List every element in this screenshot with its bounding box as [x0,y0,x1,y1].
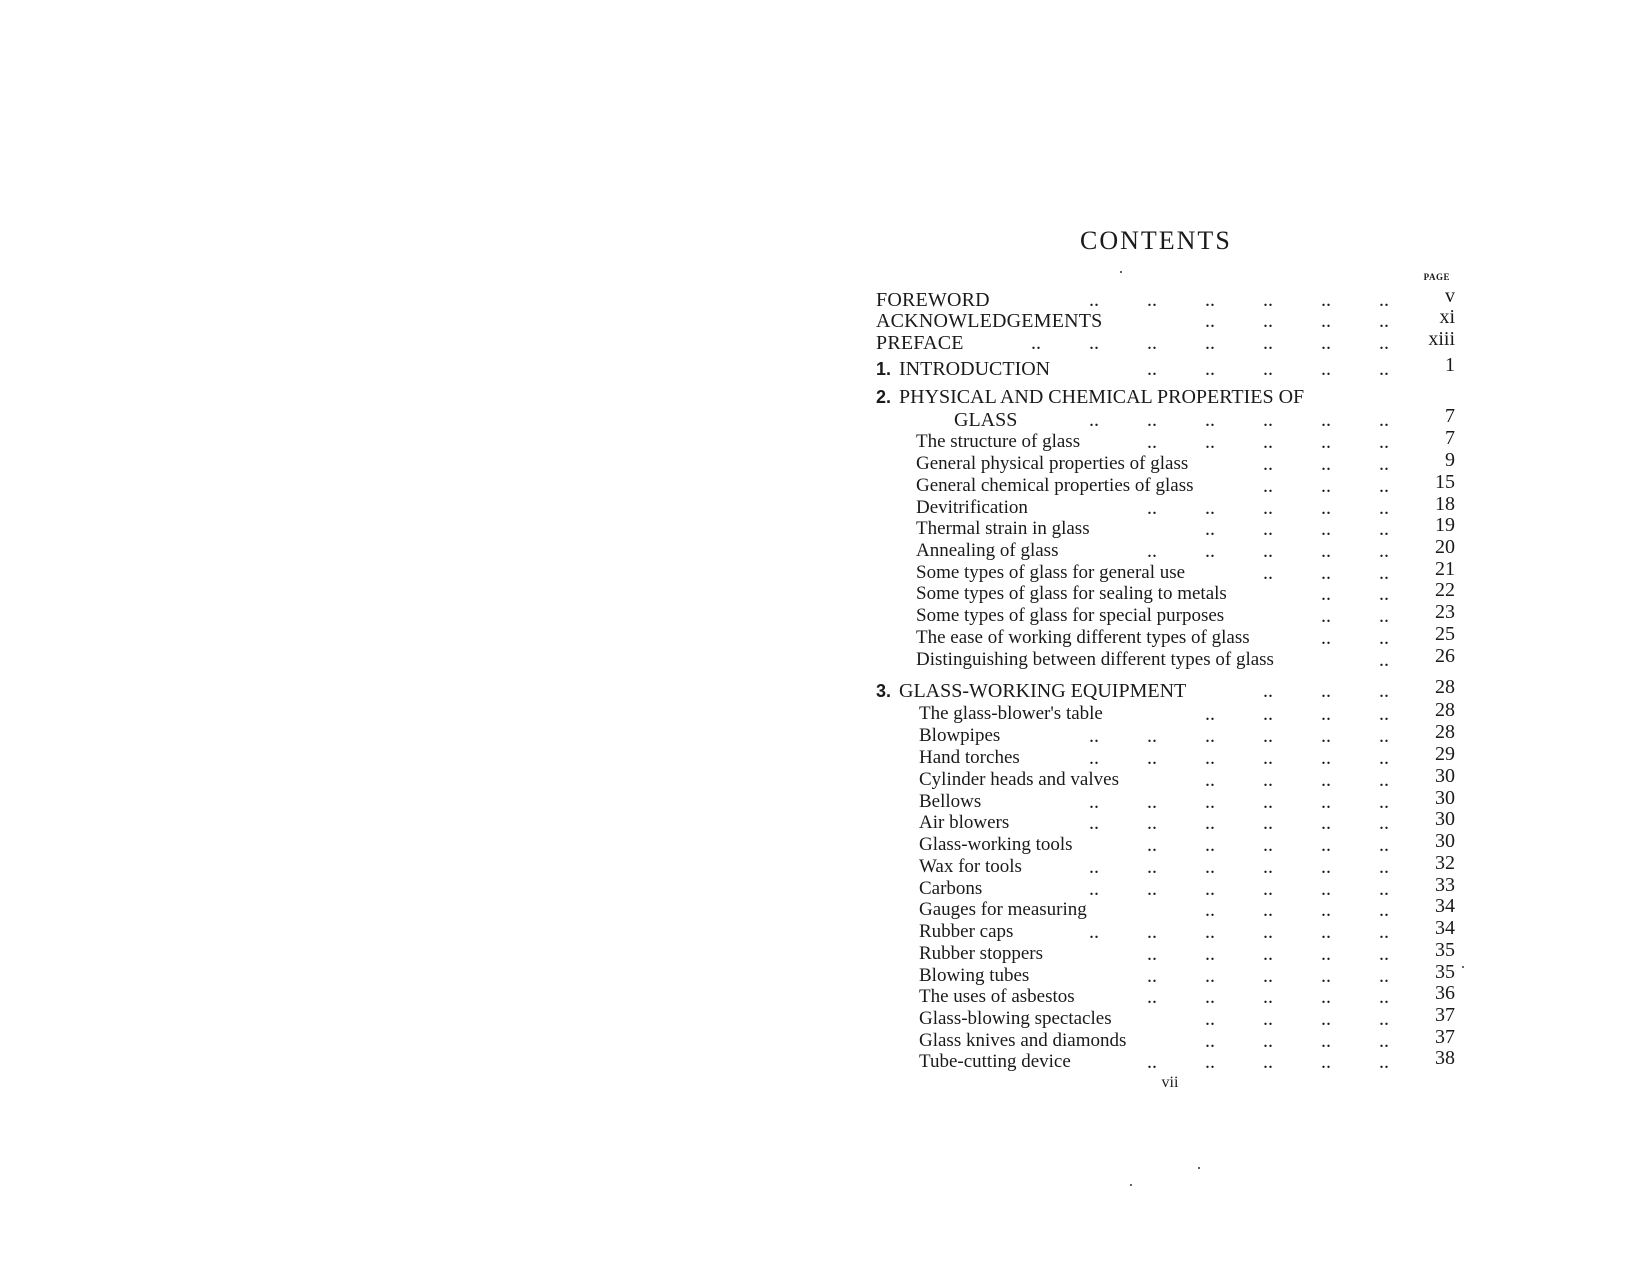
toc-entry-label [916,430,1080,454]
toc-page-number: 22 [1435,579,1455,601]
dot-leaders [1041,920,1389,944]
toc-entry-text: Tube-cutting device [919,1051,1071,1072]
leader-dots: .. [1205,834,1215,856]
toc-entry-text: Air blowers [919,812,1010,833]
dot-leaders [1041,746,1389,770]
leader-dots: .. [1263,475,1273,497]
leader-dots: .. [1205,921,1215,943]
toc-entry-label [919,920,1013,944]
leader-dots: .. [1263,453,1273,475]
toc-page-number: 37 [1435,1004,1455,1026]
toc-entry-text: Rubber caps [919,921,1014,942]
leader-dots: .. [1321,943,1331,965]
leader-dots: .. [1263,986,1273,1008]
toc-entry-text: INTRODUCTION [899,358,1051,380]
leader-dots: .. [1147,332,1157,354]
dot-leaders [1157,702,1389,726]
toc-page-number: 34 [1435,917,1455,939]
toc-page-number: 28 [1435,676,1455,698]
leader-dots: .. [1321,583,1331,605]
leader-dots: .. [1205,1051,1215,1073]
leader-dots: .. [1379,1030,1389,1052]
leader-dots: .. [1089,289,1099,311]
leader-dots: .. [1089,856,1099,878]
leader-dots: .. [1147,431,1157,453]
leader-dots: .. [1379,834,1389,856]
leader-dots: .. [1205,899,1215,921]
page-folio: vii [1161,1074,1179,1091]
leader-dots: .. [1205,856,1215,878]
print-speck [1198,1167,1200,1169]
leader-dots: .. [1263,431,1273,453]
leader-dots: .. [1379,332,1389,354]
leader-dots: .. [1321,856,1331,878]
leader-dots: .. [1263,310,1273,332]
toc-entry-text: Blowing tubes [919,965,1030,986]
leader-dots: .. [1089,409,1099,431]
toc-entry-label [876,309,1103,333]
leader-dots: .. [1147,943,1157,965]
leader-dots: .. [1147,540,1157,562]
toc-entry-text: Glass-blowing spectacles [919,1008,1112,1029]
leader-dots: .. [1379,289,1389,311]
leader-dots: .. [1205,878,1215,900]
leader-dots: .. [1147,856,1157,878]
toc-page-number: 30 [1435,808,1455,830]
chapter-number: 2. [876,387,892,407]
leader-dots: .. [1205,289,1215,311]
toc-page-number: 30 [1435,765,1455,787]
dot-leaders [1331,648,1389,672]
leader-dots: .. [1205,518,1215,540]
leader-dots: .. [1379,986,1389,1008]
toc-entry-text: Glass-working tools [919,834,1073,855]
leader-dots: .. [1263,289,1273,311]
toc-entry-text: Rubber stoppers [919,943,1044,964]
toc-page-number: 35 [1435,961,1455,983]
toc-entry-label [954,408,1017,432]
leader-dots: .. [1263,856,1273,878]
leader-dots: .. [1321,540,1331,562]
leader-dots: .. [1205,986,1215,1008]
toc-page-number: 20 [1435,536,1455,558]
leader-dots: .. [1089,921,1099,943]
toc-entry-text: FOREWORD [876,289,990,311]
leader-dots: .. [1147,747,1157,769]
leader-dots: .. [1147,965,1157,987]
dot-leaders [1215,474,1389,498]
toc-entry-text: Cylinder heads and valves [919,769,1119,790]
leader-dots: .. [1205,332,1215,354]
toc-entry-label [919,855,1022,879]
leader-dots: .. [1321,834,1331,856]
leader-dots: .. [1263,332,1273,354]
leader-dots: .. [1321,965,1331,987]
leader-dots: .. [1379,605,1389,627]
dot-leaders [1099,430,1389,454]
leader-dots: .. [1263,409,1273,431]
leader-dots: .. [1321,703,1331,725]
toc-entry-label [919,985,1075,1009]
leader-dots: .. [1379,769,1389,791]
leader-dots: .. [1205,791,1215,813]
leader-dots: .. [1205,943,1215,965]
leader-dots: .. [1379,1008,1389,1030]
dot-leaders [1157,768,1389,792]
toc-entry [0,645,1651,672]
leader-dots: .. [1147,289,1157,311]
leader-dots: .. [1147,921,1157,943]
toc-entry-label [876,385,1304,409]
leader-dots: .. [1089,332,1099,354]
dot-leaders [1157,1007,1389,1031]
toc-entry-text: ACKNOWLEDGEMENTS [876,310,1103,332]
leader-dots: .. [1321,562,1331,584]
toc-entry-text: Annealing of glass [916,540,1059,561]
leader-dots: .. [1205,358,1215,380]
toc-page-number: 21 [1435,558,1455,580]
leader-dots: .. [1379,899,1389,921]
leader-dots: .. [1263,812,1273,834]
toc-entry-text: GLASS [954,409,1018,431]
toc-entry-text: The ease of working different types of glass [916,627,1250,648]
toc-entry-label [916,626,1250,650]
leader-dots: .. [1263,562,1273,584]
leader-dots: .. [1147,1051,1157,1073]
print-speck [1120,271,1122,273]
leader-dots: .. [1321,627,1331,649]
leader-dots: .. [1263,834,1273,856]
toc-entry-label [919,768,1119,792]
dot-leaders [1215,679,1389,703]
dot-leaders [1215,452,1389,476]
leader-dots: .. [1321,725,1331,747]
leader-dots: .. [1089,878,1099,900]
leader-dots: .. [1089,791,1099,813]
leader-dots: .. [1089,747,1099,769]
leader-dots: .. [1263,878,1273,900]
leader-dots: .. [1321,453,1331,475]
leader-dots: .. [1205,497,1215,519]
leader-dots: .. [1379,431,1389,453]
toc-entry-label [919,702,1103,726]
toc-entry-text: Distinguishing between different types of glass [916,649,1274,670]
leader-dots: .. [1379,921,1389,943]
leader-dots: .. [1205,725,1215,747]
toc-entry-label [919,942,1043,966]
toc-entry-label [919,833,1073,857]
leader-dots: .. [1263,497,1273,519]
toc-entry-text: The uses of asbestos [919,986,1075,1007]
leader-dots: .. [1379,878,1389,900]
toc-entry-label [916,539,1058,563]
leader-dots: .. [1379,497,1389,519]
toc-entry-text: The structure of glass [916,431,1081,452]
print-speck [1462,966,1464,968]
leader-dots: .. [1379,747,1389,769]
leader-dots: .. [1379,649,1389,671]
toc-entry-text: PREFACE [876,332,964,354]
dot-leaders [1157,309,1389,333]
dot-leaders [1099,833,1389,857]
leader-dots: .. [1379,583,1389,605]
leader-dots: .. [1263,943,1273,965]
dot-leaders [1099,1050,1389,1074]
leader-dots: .. [1379,943,1389,965]
leader-dots: .. [1205,409,1215,431]
toc-page-number: 35 [1435,939,1455,961]
dot-leaders [1041,855,1389,879]
print-speck [1130,1184,1132,1186]
toc-entry-text: The glass-blower's table [919,703,1103,724]
leader-dots: .. [1379,791,1389,813]
toc-entry-text: General chemical properties of glass [916,475,1194,496]
leader-dots: .. [1321,332,1331,354]
toc-entry-label [916,648,1274,672]
toc-page-number: 32 [1435,852,1455,874]
toc-entry-text: GLASS-WORKING EQUIPMENT [899,680,1187,702]
toc-page-number: v [1445,285,1455,307]
dot-leaders [1041,811,1389,835]
leader-dots: .. [1321,878,1331,900]
toc-entry-label [916,474,1194,498]
leader-dots: .. [1321,605,1331,627]
toc-page-number: 7 [1445,405,1455,427]
leader-dots: .. [1263,1008,1273,1030]
leader-dots: .. [1205,1008,1215,1030]
leader-dots: .. [1089,812,1099,834]
dot-leaders [1273,582,1389,606]
toc-page-number: 28 [1435,699,1455,721]
toc-page-number: 30 [1435,830,1455,852]
toc-entry-label [876,679,1186,703]
dot-leaders [1157,898,1389,922]
leader-dots: .. [1321,680,1331,702]
leader-dots: .. [1321,475,1331,497]
toc-entry-label [876,357,1050,381]
leader-dots: .. [1263,680,1273,702]
leader-dots: .. [1205,769,1215,791]
leader-dots: .. [1147,791,1157,813]
leader-dots: .. [1379,518,1389,540]
leader-dots: .. [1379,627,1389,649]
toc-entry-label [919,898,1087,922]
page-column-label: PAGE [1423,272,1450,282]
dot-leaders [1099,357,1389,381]
dot-leaders [983,331,1389,355]
leader-dots: .. [1379,310,1389,332]
toc-entry-label [876,331,964,355]
leader-dots: .. [1263,703,1273,725]
leader-dots: .. [1263,1030,1273,1052]
chapter-number: 1. [876,359,892,379]
leader-dots: .. [1321,358,1331,380]
toc-entry-label [919,1007,1112,1031]
leader-dots: .. [1089,725,1099,747]
leader-dots: .. [1321,310,1331,332]
toc-entry-text: Wax for tools [919,856,1022,877]
leader-dots: .. [1263,899,1273,921]
leader-dots: .. [1263,358,1273,380]
leader-dots: .. [1205,965,1215,987]
leader-dots: .. [1205,431,1215,453]
leader-dots: .. [1321,812,1331,834]
leader-dots: .. [1263,769,1273,791]
dot-leaders [1157,517,1389,541]
leader-dots: .. [1147,409,1157,431]
leader-dots: .. [1321,791,1331,813]
toc-page-number: 18 [1435,493,1455,515]
dot-leaders [1041,724,1389,748]
leader-dots: .. [1205,747,1215,769]
toc-page-number: 33 [1435,874,1455,896]
toc-entry [0,354,1651,381]
toc-entry-label [916,452,1188,476]
leader-dots: .. [1205,703,1215,725]
toc-entry-label [916,604,1224,628]
leader-dots: .. [1147,725,1157,747]
toc-entry-label [919,724,1000,748]
toc-page-number: 29 [1435,743,1455,765]
leader-dots: .. [1321,769,1331,791]
leader-dots: .. [1263,518,1273,540]
dot-leaders [1099,942,1389,966]
toc-entry [0,328,1651,355]
toc-entry-text: Glass knives and diamonds [919,1030,1127,1051]
page-title: CONTENTS [1080,226,1232,255]
leader-dots: .. [1263,747,1273,769]
leader-dots: .. [1379,453,1389,475]
toc-page-number: 34 [1435,895,1455,917]
toc-page-number: 9 [1445,449,1455,471]
leader-dots: .. [1379,358,1389,380]
leader-dots: .. [1205,310,1215,332]
toc-page-number: 1 [1445,354,1455,376]
leader-dots: .. [1321,899,1331,921]
toc-entry-text: Gauges for measuring [919,899,1087,920]
toc-entry-text: General physical properties of glass [916,453,1189,474]
leader-dots: .. [1147,497,1157,519]
toc-entry-label [919,746,1020,770]
toc-entry-text: Some types of glass for special purposes [916,605,1225,626]
leader-dots: .. [1321,1030,1331,1052]
leader-dots: .. [1321,431,1331,453]
toc-page-number: xiii [1428,328,1455,350]
leader-dots: .. [1263,540,1273,562]
dot-leaders [1273,626,1389,650]
toc-page-number: 7 [1445,427,1455,449]
toc-page-number: 36 [1435,982,1455,1004]
toc-entry-label [919,1050,1071,1074]
leader-dots: .. [1205,540,1215,562]
toc-entry-text: Thermal strain in glass [916,518,1090,539]
chapter-number: 3. [876,681,892,701]
toc-entry-text: Blowpipes [919,725,1001,746]
leader-dots: .. [1321,518,1331,540]
dot-leaders [1273,604,1389,628]
leader-dots: .. [1379,1051,1389,1073]
leader-dots: .. [1379,540,1389,562]
toc-page-number: 30 [1435,787,1455,809]
leader-dots: .. [1263,965,1273,987]
toc-page-number: 38 [1435,1047,1455,1069]
leader-dots: .. [1379,680,1389,702]
toc-entry-label [916,582,1227,606]
toc-entry-text: Some types of glass for general use [916,562,1186,583]
leader-dots: .. [1321,921,1331,943]
toc-entry-label [916,517,1090,541]
dot-leaders [1099,539,1389,563]
leader-dots: .. [1379,409,1389,431]
leader-dots: .. [1031,332,1041,354]
toc-entry-text: Devitrification [916,497,1028,518]
leader-dots: .. [1379,856,1389,878]
leader-dots: .. [1321,1008,1331,1030]
leader-dots: .. [1147,986,1157,1008]
leader-dots: .. [1205,1030,1215,1052]
leader-dots: .. [1379,965,1389,987]
toc-entry-text: Some types of glass for sealing to metals [916,583,1227,604]
toc-page-number: xi [1439,306,1455,328]
leader-dots: .. [1147,878,1157,900]
leader-dots: .. [1321,747,1331,769]
leader-dots: .. [1263,1051,1273,1073]
leader-dots: .. [1379,812,1389,834]
toc-entry-text: Hand torches [919,747,1020,768]
toc-page-number: 26 [1435,645,1455,667]
leader-dots: .. [1379,703,1389,725]
leader-dots: .. [1379,725,1389,747]
toc-page-number: 15 [1435,471,1455,493]
toc-page-number: 19 [1435,514,1455,536]
leader-dots: .. [1147,358,1157,380]
leader-dots: .. [1321,986,1331,1008]
leader-dots: .. [1147,812,1157,834]
leader-dots: .. [1379,562,1389,584]
leader-dots: .. [1263,725,1273,747]
dot-leaders [1041,408,1389,432]
toc-page-number: 28 [1435,721,1455,743]
toc-entry-text: Carbons [919,878,983,899]
toc-entry-label [919,811,1009,835]
toc-entry-text: PHYSICAL AND CHEMICAL PROPERTIES OF [899,386,1305,408]
leader-dots: .. [1147,834,1157,856]
dot-leaders [1099,985,1389,1009]
leader-dots: .. [1321,497,1331,519]
leader-dots: .. [1205,812,1215,834]
toc-page-number: 25 [1435,623,1455,645]
toc-entry [0,1047,1651,1074]
toc-entry-text: Bellows [919,791,982,812]
toc-page-number: 37 [1435,1026,1455,1048]
leader-dots: .. [1321,1051,1331,1073]
leader-dots: .. [1321,289,1331,311]
toc-page-number: 23 [1435,601,1455,623]
leader-dots: .. [1263,791,1273,813]
leader-dots: .. [1321,409,1331,431]
leader-dots: .. [1379,475,1389,497]
leader-dots: .. [1263,921,1273,943]
